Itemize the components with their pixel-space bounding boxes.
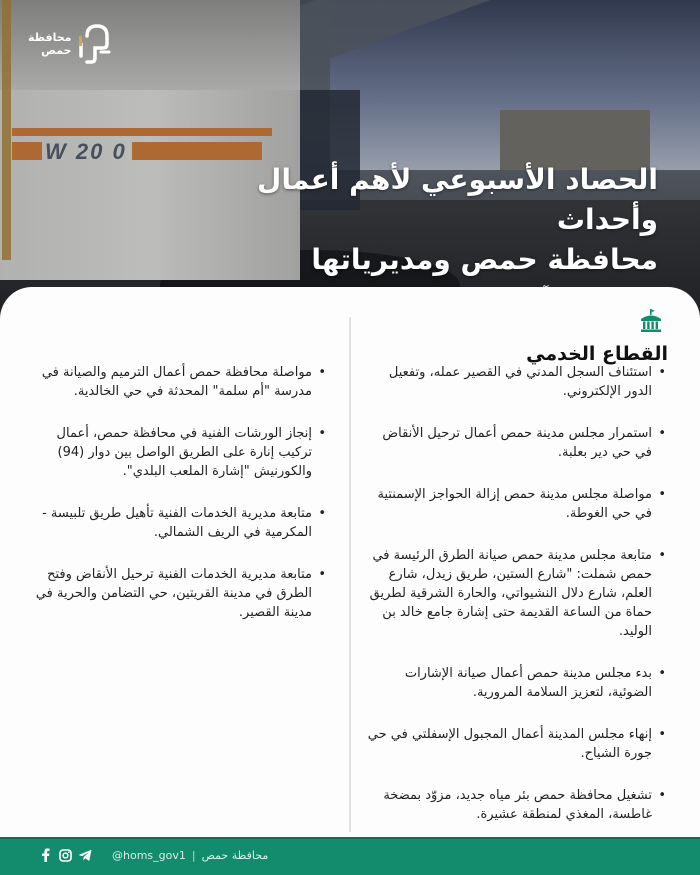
section-title: القطاع الخدمي (526, 343, 668, 365)
list-item: • متابعة مديرية الخدمات الفنية تأهيل طريق تلبيسة - المكرمية في الريف الشمالي. (42, 506, 326, 540)
footer-org-name: محافظة حمص (201, 848, 269, 862)
column-divider (349, 317, 351, 832)
homs-governorate-logo (28, 22, 113, 66)
left-column-list (23, 363, 328, 645)
social-handle[interactable]: @homs_gov1 (112, 848, 186, 862)
page-title-line2: محافظة حمص ومديرياتها (311, 243, 658, 276)
instagram-icon[interactable] (58, 848, 72, 862)
telegram-icon[interactable] (78, 848, 92, 862)
machine-model-label: W 20 0 (45, 139, 127, 164)
list-item: • متابعة مجلس مدينة حمص صيانة الطرق الرئيسة في حمص شملت: "شارع الستين، طريق زيدل، شارع العلم، شارع دلال النشيواتي، والحارة الشرقية لطريق حماة من الساعة القديمة حتى إشارة جامع خالد بن الوليد. (369, 548, 666, 639)
list-item: • إنهاء مجلس المدينة أعمال المجبول الإسفلتي في حي جورة الشياح. (367, 727, 666, 761)
hero-title-block (198, 160, 658, 306)
hero-photo (0, 0, 700, 320)
page-title-line1: الحصاد الأسبوعي لأهم أعمال وأحداث (257, 163, 658, 236)
government-building-icon (640, 309, 662, 333)
logo-text-line1: محافظة (28, 31, 72, 44)
content-card (0, 287, 700, 837)
footer-social (38, 848, 268, 862)
logo-text-line2: حمص (41, 44, 72, 57)
list-item: • متابعة مديرية الخدمات الفنية ترحيل الأنقاض وفتح الطرق في مدينة القريتين، حي التضامن والحرية في مدينة القصير. (35, 567, 326, 620)
list-item: • مواصلة مجلس مدينة حمص إزالة الحواجز الإسمنتية في حي الغوطة. (377, 487, 666, 521)
footer-bar (0, 837, 700, 875)
list-item: • تشغيل محافظة حمص بئر مياه جديد، مزوّد بمضخة غاطسة، المغذي لمنطقة عشيرة. (383, 788, 666, 822)
facebook-icon[interactable] (38, 848, 52, 862)
footer-separator: | (191, 848, 196, 862)
right-column-list (363, 363, 668, 847)
list-item: • إنجاز الورشات الفنية في محافظة حمص، أعمال تركيب إنارة على الطريق الواصل بين دوار (94) والكورنيش "إشارة الملعب البلدي". (56, 426, 326, 479)
list-item: • بدء مجلس مدينة حمص أعمال صيانة الإشارات الضوئية، لتعزيز السلامة المرورية. (404, 666, 666, 700)
list-item: • استمرار مجلس مدينة حمص أعمال ترحيل الأنقاض في حي دير بعلبة. (382, 426, 666, 460)
section-header (526, 309, 668, 365)
list-item: • مواصلة محافظة حمص أعمال الترميم والصيانة في مدرسة "أم سلمة" المحدثة في حي الخالدية. (41, 365, 326, 399)
list-item: • استئناف السجل المدني في القصير عمله، وتفعيل الدور الإلكتروني. (388, 365, 666, 399)
logo-mark-icon (77, 22, 113, 66)
